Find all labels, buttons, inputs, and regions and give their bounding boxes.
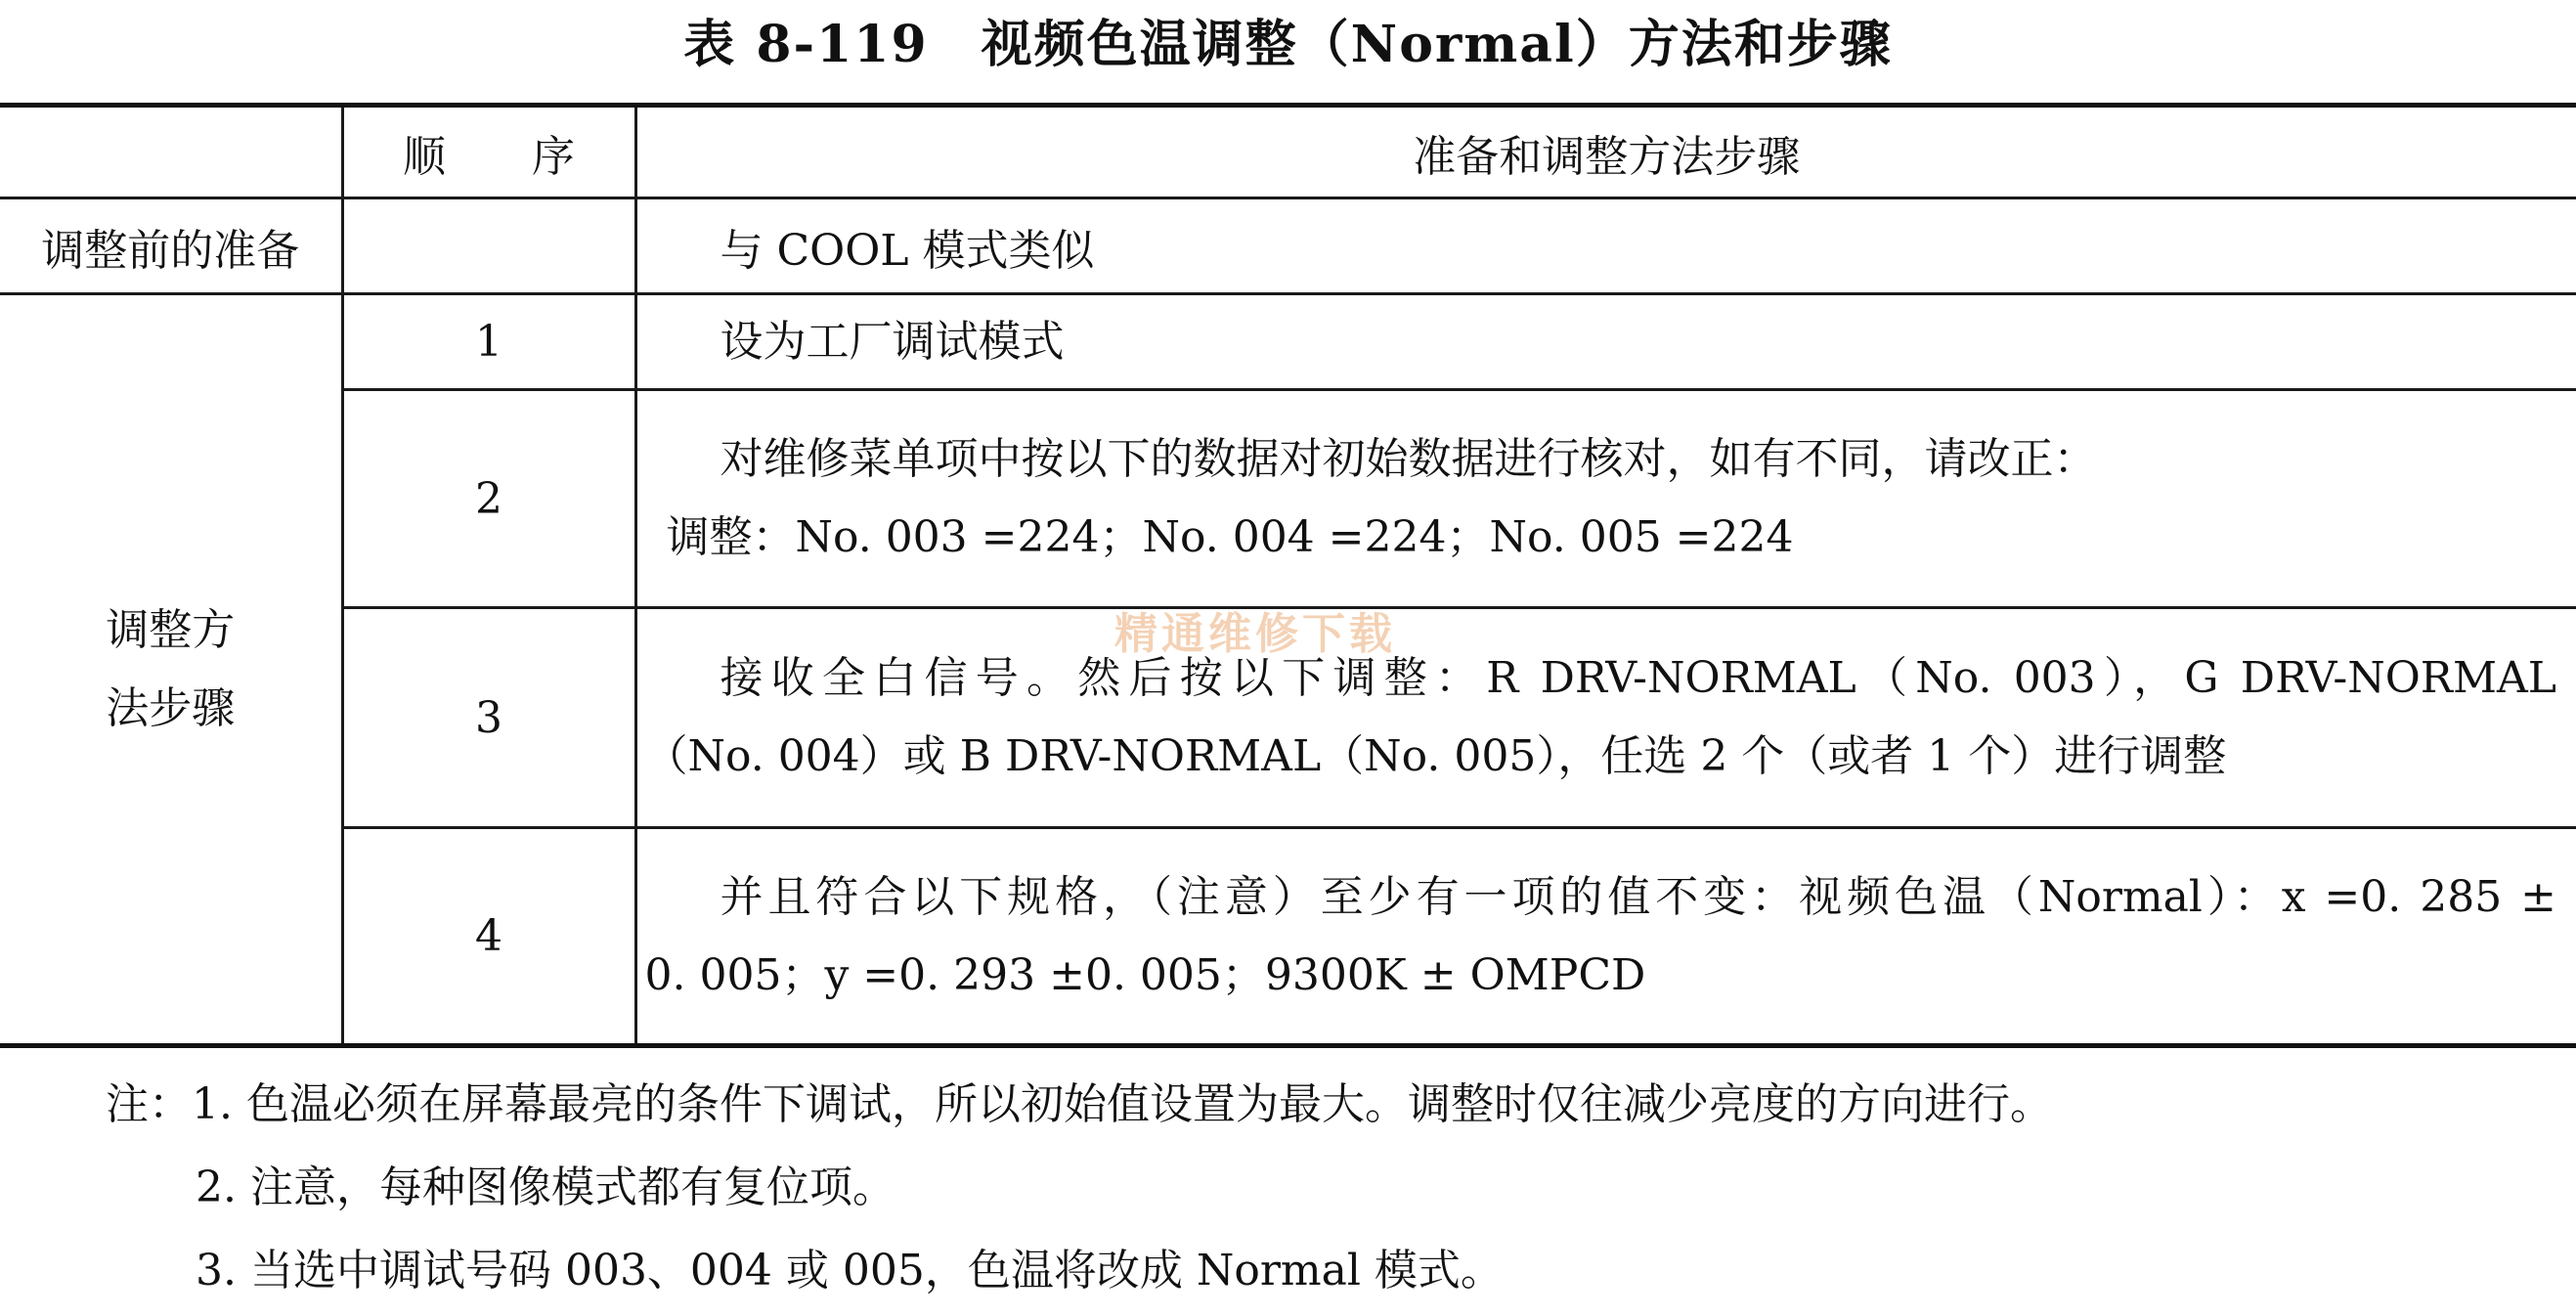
step-line: 设为工厂调试模式 — [720, 316, 1065, 367]
group-label — [0, 294, 342, 1046]
prep-label: 调整前的准备 — [0, 198, 342, 294]
step-line: （No. 004）或 B DRV-NORMAL（No. 005），任选 2 个（或者 1 个）进行调整 — [644, 731, 2227, 781]
step-content — [635, 608, 2576, 828]
adjustment-table — [0, 103, 2576, 1048]
prep-order — [342, 198, 635, 294]
step-order: 1 — [342, 294, 635, 390]
header-steps: 准备和调整方法步骤 — [635, 106, 2576, 198]
header-empty-cell — [0, 106, 342, 198]
group-label-line2: 法步骤 — [106, 682, 236, 733]
step-row-2 — [0, 390, 2576, 608]
step-content — [635, 294, 2576, 390]
step-line: 0. 005；y =0. 293 ±0. 005；9300K ± OMPCD — [644, 949, 1646, 1000]
table-title: 表 8-119 视频色温调整（Normal）方法和步骤 — [683, 15, 1893, 74]
note-3: 3. 当选中调试号码 003、004 或 005，色温将改成 Normal 模式。 — [196, 1246, 1504, 1295]
step-order: 4 — [342, 828, 635, 1046]
prep-content — [635, 198, 2576, 294]
step-row-1 — [0, 294, 2576, 390]
header-order-label: 顺 序 — [403, 131, 575, 182]
step-line: 并且符合以下规格，（注意）至少有一项的值不变：视频色温（Normal）：x =0. 285 ± — [720, 871, 2556, 922]
group-label-line1: 调整方 — [106, 604, 236, 655]
note-2: 2. 注意，每种图像模式都有复位项。 — [196, 1162, 895, 1212]
step-order: 2 — [342, 390, 635, 608]
step-content — [635, 828, 2576, 1046]
prep-row — [0, 198, 2576, 294]
step-content — [635, 390, 2576, 608]
table-header-row — [0, 106, 2576, 198]
step-line: 接收全白信号。然后按以下调整：R DRV-NORMAL（No. 003），G DRV-NORMAL — [720, 653, 2556, 703]
step-order: 3 — [342, 608, 635, 828]
watermark-text: 精通维修下载 — [1114, 609, 1396, 659]
step-row-4 — [0, 828, 2576, 1046]
header-order — [342, 106, 635, 198]
note-1: 注：1. 色温必须在屏幕最亮的条件下调试，所以初始值设置为最大。调整时仅往减少亮度的方向进行。 — [106, 1079, 2053, 1129]
step-line: 对维修菜单项中按以下的数据对初始数据进行核对，如有不同，请改正： — [720, 434, 2097, 484]
prep-content-text: 与 COOL 模式类似 — [720, 225, 1095, 276]
step-line: 调整：No. 003 =224；No. 004 =224；No. 005 =224 — [666, 512, 1794, 562]
